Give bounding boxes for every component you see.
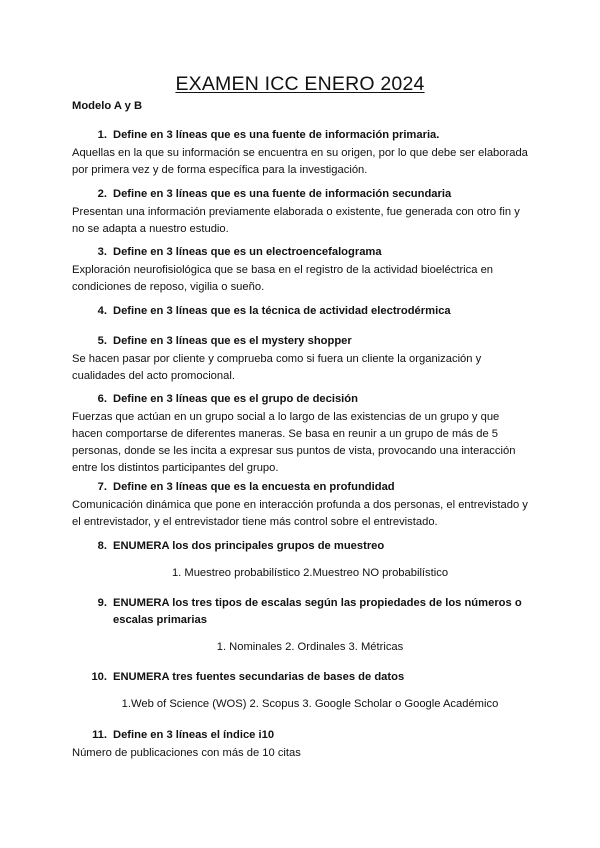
question-number: 9. xyxy=(97,597,107,609)
question-text: ENUMERA los tres tipos de escalas según las propiedades de los números o escalas primarias xyxy=(113,597,522,626)
question-10 xyxy=(72,669,528,713)
answer-text: 1. Muestreo probabilístico 2.Muestreo NO probabilístico xyxy=(171,567,449,579)
answer-text: Comunicación dinámica que pone en interacción profunda a dos personas, el entrevistado y el entrevistador, y el entrevistador tiene más control sobre el entrevistado. xyxy=(72,499,528,528)
question-6 xyxy=(72,391,528,477)
question-text: ENUMERA los dos principales grupos de muestreo xyxy=(113,540,385,552)
question-text: Define en 3 líneas que es un electroencefalograma xyxy=(113,246,382,258)
question-text: Define en 3 líneas que es el grupo de decisión xyxy=(113,393,358,405)
question-5 xyxy=(72,333,528,385)
question-text: ENUMERA tres fuentes secundarias de bases de datos xyxy=(113,671,405,683)
question-text: Define en 3 líneas que es una fuente de información secundaria xyxy=(113,188,452,200)
question-1 xyxy=(72,127,528,179)
question-11 xyxy=(72,727,528,762)
question-number: 10. xyxy=(91,671,107,683)
question-2 xyxy=(72,186,528,238)
question-9 xyxy=(72,595,528,656)
answer-text: 1. Nominales 2. Ordinales 3. Métricas xyxy=(216,641,404,653)
question-number: 7. xyxy=(97,481,107,493)
question-number: 8. xyxy=(97,540,107,552)
answer-text: Número de publicaciones con más de 10 citas xyxy=(72,747,301,759)
question-number: 2. xyxy=(97,188,107,200)
question-3 xyxy=(72,244,528,296)
question-7 xyxy=(72,479,528,531)
answer-text: Presentan una información previamente elaborada o existente, fue generada con otro fin y no se adapta a nuestro estudio. xyxy=(72,206,520,235)
question-8 xyxy=(72,538,528,582)
question-4 xyxy=(72,303,528,320)
answer-text: Se hacen pasar por cliente y comprueba como si fuera un cliente la organización y cualidades del acto promocional. xyxy=(72,353,482,382)
model-label: Modelo A y B xyxy=(72,100,143,112)
question-text: Define en 3 líneas que es una fuente de información primaria. xyxy=(113,129,440,141)
answer-text: 1.Web of Science (WOS) 2. Scopus 3. Google Scholar o Google Académico xyxy=(121,698,499,710)
answer-text: Aquellas en la que su información se encuentra en su origen, por lo que debe ser elaborada por primera vez y de forma específica para la investigación. xyxy=(72,147,528,176)
question-number: 3. xyxy=(97,246,107,258)
question-text: Define en 3 líneas que es el mystery shopper xyxy=(113,335,352,347)
question-text: Define en 3 líneas el índice i10 xyxy=(113,729,275,741)
question-number: 4. xyxy=(97,305,107,317)
answer-text: Fuerzas que actúan en un grupo social a lo largo de las existencias de un grupo y que hacen comportarse de diferentes maneras. Se basa en reunir a un grupo de más de 5 personas, donde se les incita a expresar sus puntos de vista, provocando una interacción entre los distintos participantes del grupo. xyxy=(72,411,516,474)
answer-text: Exploración neurofisiológica que se basa en el registro de la actividad bioeléctrica en condiciones de reposo, vigilia o sueño. xyxy=(72,264,494,293)
question-text: Define en 3 líneas que es la encuesta en profundidad xyxy=(113,481,395,493)
question-number: 1. xyxy=(97,129,107,141)
question-number: 6. xyxy=(97,393,107,405)
question-text: Define en 3 líneas que es la técnica de actividad electrodérmica xyxy=(113,305,451,317)
question-number: 11. xyxy=(92,729,107,741)
page-title: EXAMEN ICC ENERO 2024 xyxy=(175,73,425,95)
question-number: 5. xyxy=(97,335,107,347)
